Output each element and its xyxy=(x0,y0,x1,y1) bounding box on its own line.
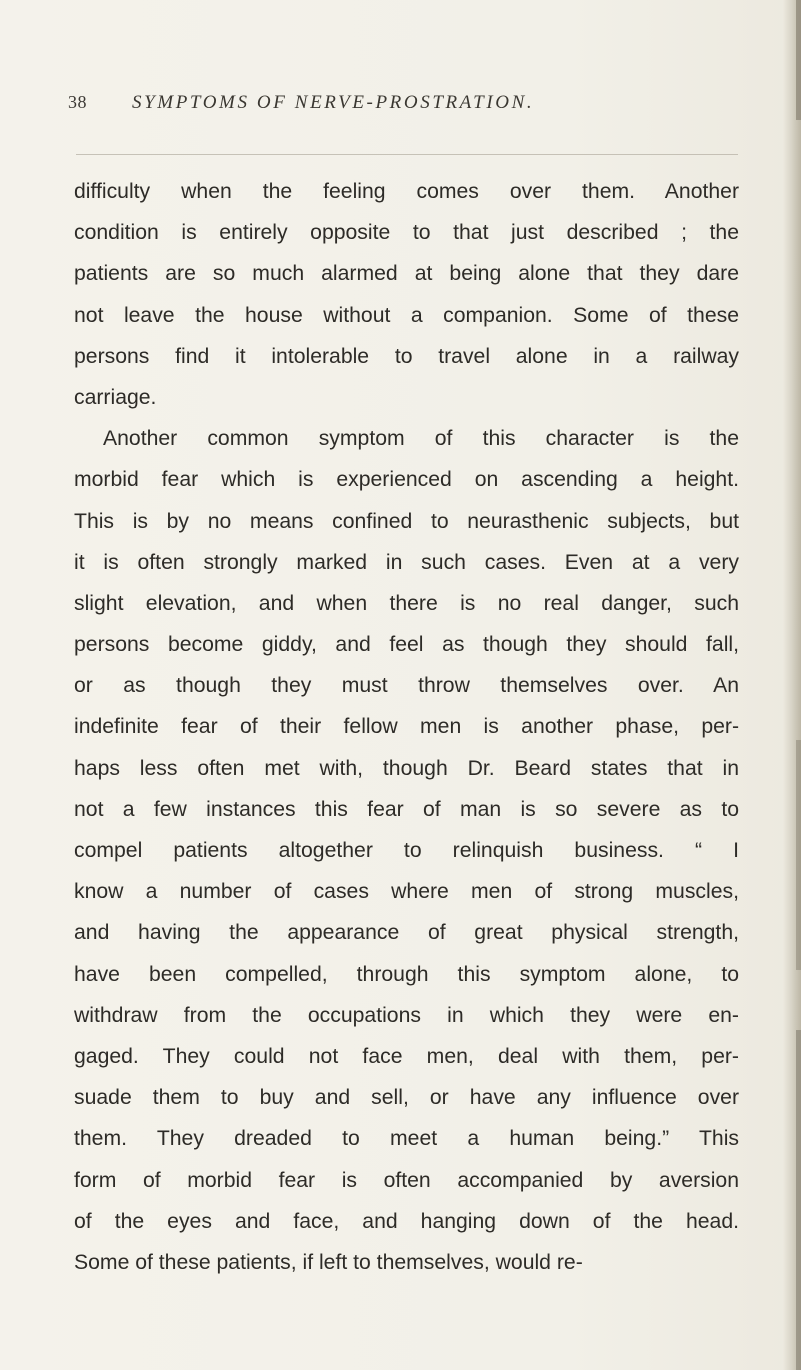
text-line: persons become giddy, and feel as though they should fall, xyxy=(74,633,739,657)
text-line: and having the appearance of great physical strength, xyxy=(74,921,739,945)
running-head: SYMPTOMS OF NERVE-PROSTRATION. xyxy=(132,92,535,113)
text-line: know a number of cases where men of strong muscles, xyxy=(74,880,739,904)
text-line: of the eyes and face, and hanging down of the head. xyxy=(74,1209,739,1233)
text-line: Some of these patients, if left to themselves, would re- xyxy=(74,1250,583,1274)
text-line: morbid fear which is experienced on ascending a height. xyxy=(74,468,739,492)
text-line: form of morbid fear is often accompanied by aversion xyxy=(74,1168,739,1192)
text-line: them. They dreaded to meet a human being.” This xyxy=(74,1127,739,1151)
body-text xyxy=(74,171,739,1283)
text-line: difficulty when the feeling comes over them. Another xyxy=(74,180,739,203)
text-line: gaged. They could not face men, deal with them, per- xyxy=(74,1044,739,1068)
page-edge-dark-strip xyxy=(796,740,801,970)
text-line: condition is entirely opposite to that just described ; the xyxy=(74,221,739,245)
text-line: Another common symptom of this character is the xyxy=(103,427,739,451)
text-line: carriage. xyxy=(74,385,157,409)
text-line: compel patients altogether to relinquish business. “ I xyxy=(74,839,739,862)
header-rule xyxy=(76,154,738,155)
text-line: or as though they must throw themselves over. An xyxy=(74,674,739,698)
text-line: not a few instances this fear of man is so severe as to xyxy=(74,797,739,821)
page-edge-dark-strip xyxy=(796,1030,801,1370)
text-line: slight elevation, and when there is no real danger, such xyxy=(74,591,739,615)
page-number: 38 xyxy=(68,92,87,112)
text-line: it is often strongly marked in such cases. Even at a very xyxy=(74,550,739,574)
text-line: suade them to buy and sell, or have any influence over xyxy=(74,1086,739,1110)
text-line: This is by no means confined to neurasthenic subjects, but xyxy=(74,509,739,533)
text-line: patients are so much alarmed at being alone that they dare xyxy=(74,262,739,286)
text-line: persons find it intolerable to travel alone in a railway xyxy=(74,344,739,368)
text-line: indefinite fear of their fellow men is another phase, per- xyxy=(74,715,739,739)
text-line: not leave the house without a companion. Some of these xyxy=(74,303,739,327)
text-line: withdraw from the occupations in which they were en- xyxy=(74,1003,739,1027)
text-line: haps less often met with, though Dr. Beard states that in xyxy=(74,756,739,780)
page-header xyxy=(0,92,801,132)
text-line: have been compelled, through this symptom alone, to xyxy=(74,962,739,986)
